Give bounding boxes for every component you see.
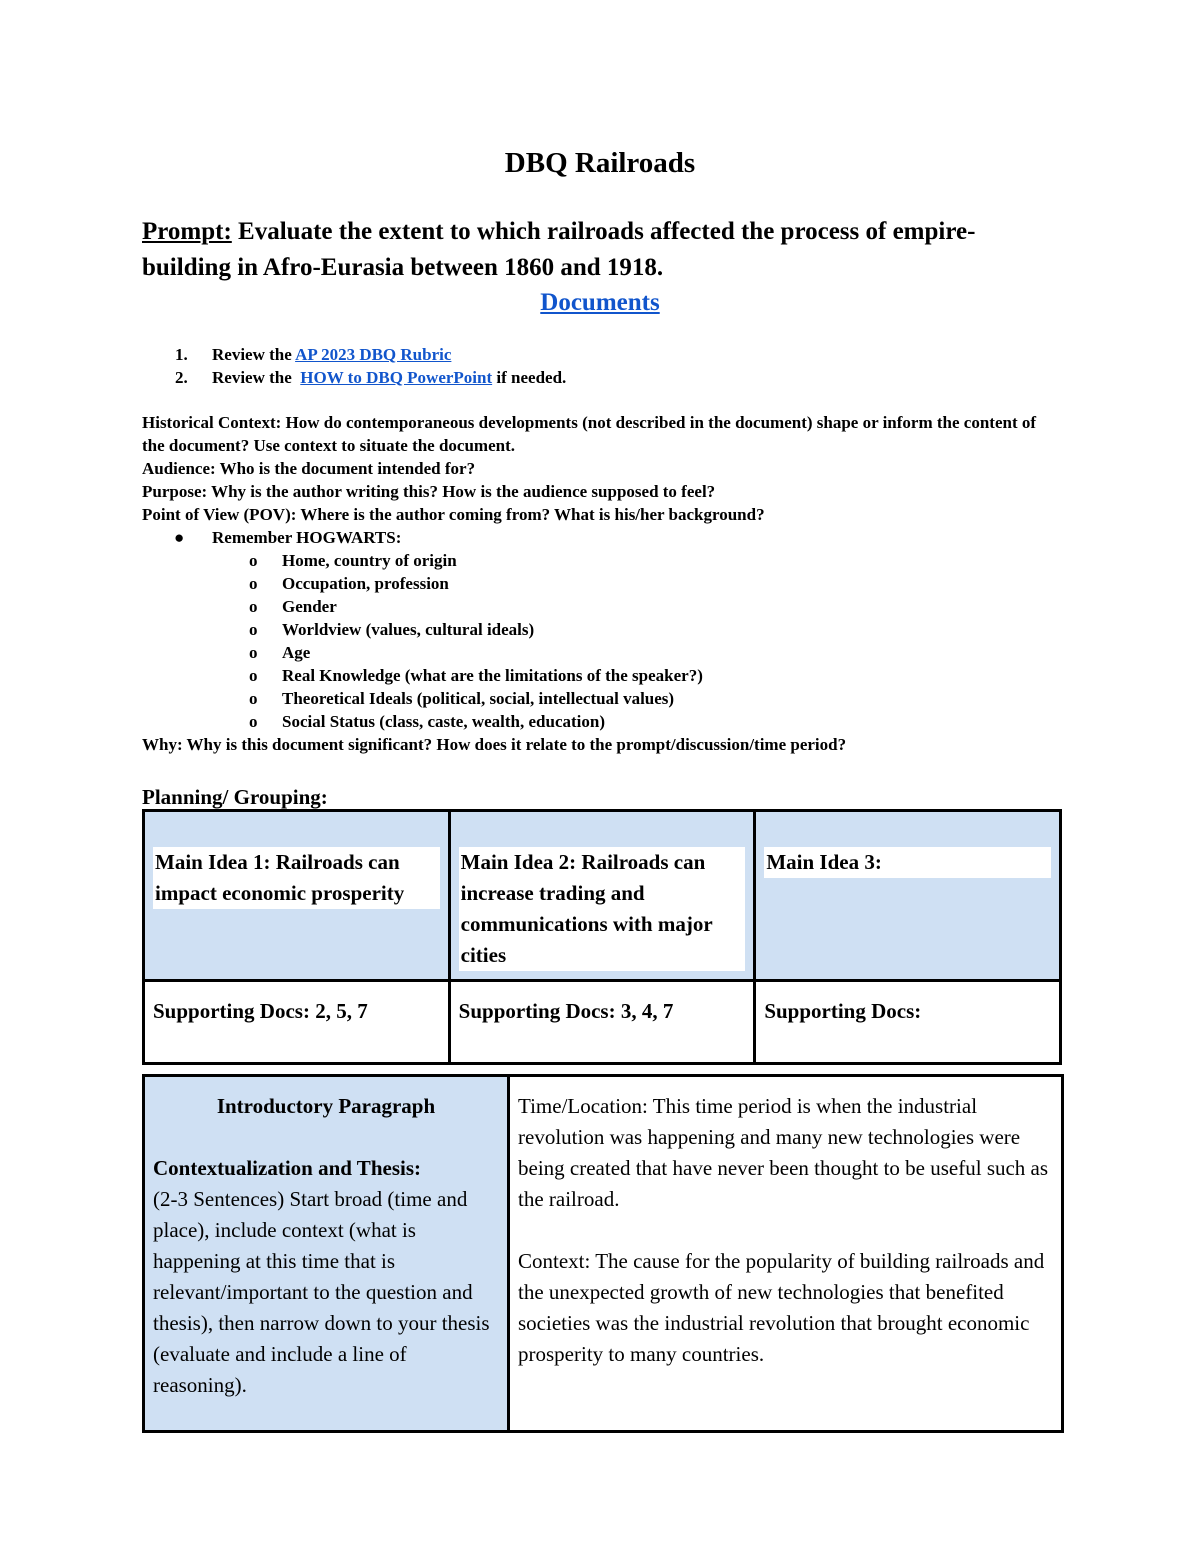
planning-label: Planning/ Grouping: xyxy=(142,785,328,809)
hogwarts-item xyxy=(142,687,1042,710)
step-number: 1. xyxy=(175,345,188,364)
supporting-docs-row xyxy=(144,981,1061,1064)
pov-text: Point of View (POV): Where is the author coming from? What is his/her background? xyxy=(142,505,765,524)
hogwarts-item-text: Theoretical Ideals (political, social, intellectual values) xyxy=(282,689,675,708)
step-item xyxy=(175,343,566,366)
hogwarts-item xyxy=(142,664,1042,687)
page-title: DBQ Railroads xyxy=(504,147,696,179)
intro-row xyxy=(144,1076,1063,1432)
main-idea-text: Main Idea 2: Railroads can increase trading and communications with major cities xyxy=(459,847,746,971)
purpose-text: Purpose: Why is the author writing this? How is the audience supposed to feel? xyxy=(142,482,716,501)
context-text: Context: The cause for the popularity of building railroads and the unexpected growth of new technologies that benefited societies was the industrial revolution that brought economic prosperity to many countries. xyxy=(518,1249,1045,1366)
intro-paragraph-table xyxy=(142,1074,1064,1433)
hogwarts-item xyxy=(142,710,1042,733)
prompt-label: Prompt: xyxy=(142,218,232,245)
hogwarts-item-text: Occupation, profession xyxy=(282,574,449,593)
main-idea-text: Main Idea 3: xyxy=(764,847,1051,878)
hogwarts-bullet xyxy=(142,526,1042,549)
sub-bullet-icon: o xyxy=(249,574,258,593)
sub-bullet-icon: o xyxy=(249,597,258,616)
planning-table xyxy=(142,809,1062,1065)
supporting-docs-text: Supporting Docs: 2, 5, 7 xyxy=(153,999,368,1023)
prompt xyxy=(142,214,1042,286)
supporting-docs-cell[interactable] xyxy=(144,981,450,1064)
main-idea-text: Main Idea 1: Railroads can impact economic prosperity xyxy=(153,847,440,909)
sub-bullet-icon: o xyxy=(249,551,258,570)
documents-link[interactable]: Documents xyxy=(540,289,660,316)
intro-instructions: (2-3 Sentences) Start broad (time and place), include context (what is happening at this time that is relevant/important to the question and thesis), then narrow down to your thesis (evaluate and include a line of reasoning). xyxy=(153,1187,490,1397)
intro-heading: Introductory Paragraph xyxy=(216,1094,436,1118)
hogwarts-item-text: Home, country of origin xyxy=(282,551,457,570)
hogwarts-list xyxy=(142,549,1042,733)
hogwarts-item xyxy=(142,595,1042,618)
hogwarts-item xyxy=(142,572,1042,595)
hogwarts-item xyxy=(142,618,1042,641)
sourcing-guide xyxy=(142,411,1042,756)
sub-bullet-icon: o xyxy=(249,620,258,639)
why-text: Why: Why is this document significant? How does it relate to the prompt/discussion/time period? xyxy=(142,735,847,754)
rubric-link[interactable]: AP 2023 DBQ Rubric xyxy=(295,345,452,364)
spacer xyxy=(153,1122,499,1153)
supporting-docs-text: Supporting Docs: 3, 4, 7 xyxy=(458,999,674,1023)
documents-link-wrapper xyxy=(0,285,1200,321)
bullet-icon: ● xyxy=(174,528,185,547)
step-item xyxy=(175,366,566,389)
hogwarts-item-text: Age xyxy=(282,643,311,662)
time-location-text: Time/Location: This time period is when the industrial revolution was happening and many new technologies were being created that have never been thought to be useful such as the railroad. xyxy=(518,1094,1049,1211)
prompt-text: Evaluate the extent to which railroads affected the process of empire-building in Afro-Eurasia between 1860 and 1918. xyxy=(142,218,976,281)
sub-bullet-icon: o xyxy=(249,712,258,731)
supporting-docs-text: Supporting Docs: xyxy=(764,999,922,1023)
historical-context-text: Historical Context: How do contemporaneous developments (not described in the document) shape or inform the content of the document? Use context to situate the document. xyxy=(142,413,1037,455)
main-idea-cell[interactable] xyxy=(449,811,755,981)
hogwarts-item xyxy=(142,549,1042,572)
main-ideas-row xyxy=(144,811,1061,981)
step-number: 2. xyxy=(175,368,188,387)
step-suffix: if needed. xyxy=(492,368,567,387)
sub-bullet-icon: o xyxy=(249,643,258,662)
audience-text: Audience: Who is the document intended for? xyxy=(142,459,476,478)
intro-subheading: Contextualization and Thesis: xyxy=(153,1156,421,1180)
step-prefix: Review the xyxy=(212,368,301,387)
powerpoint-link[interactable]: HOW to DBQ PowerPoint xyxy=(300,368,493,387)
sub-bullet-icon: o xyxy=(249,689,258,708)
intro-instructions-cell xyxy=(144,1076,509,1432)
supporting-docs-cell[interactable] xyxy=(449,981,755,1064)
steps-list xyxy=(175,343,566,389)
sub-bullet-icon: o xyxy=(249,666,258,685)
step-prefix: Review the xyxy=(212,345,296,364)
main-idea-cell[interactable] xyxy=(144,811,450,981)
hogwarts-item-text: Social Status (class, caste, wealth, education) xyxy=(282,712,605,731)
main-idea-cell[interactable] xyxy=(755,811,1061,981)
spacer xyxy=(518,1215,1053,1246)
hogwarts-item-text: Gender xyxy=(282,597,337,616)
hogwarts-item-text: Real Knowledge (what are the limitations of the speaker?) xyxy=(282,666,703,685)
hogwarts-item xyxy=(142,641,1042,664)
supporting-docs-cell[interactable] xyxy=(755,981,1061,1064)
hogwarts-item-text: Worldview (values, cultural ideals) xyxy=(282,620,535,639)
hogwarts-heading: Remember HOGWARTS: xyxy=(212,528,402,547)
intro-response-cell[interactable] xyxy=(509,1076,1063,1432)
